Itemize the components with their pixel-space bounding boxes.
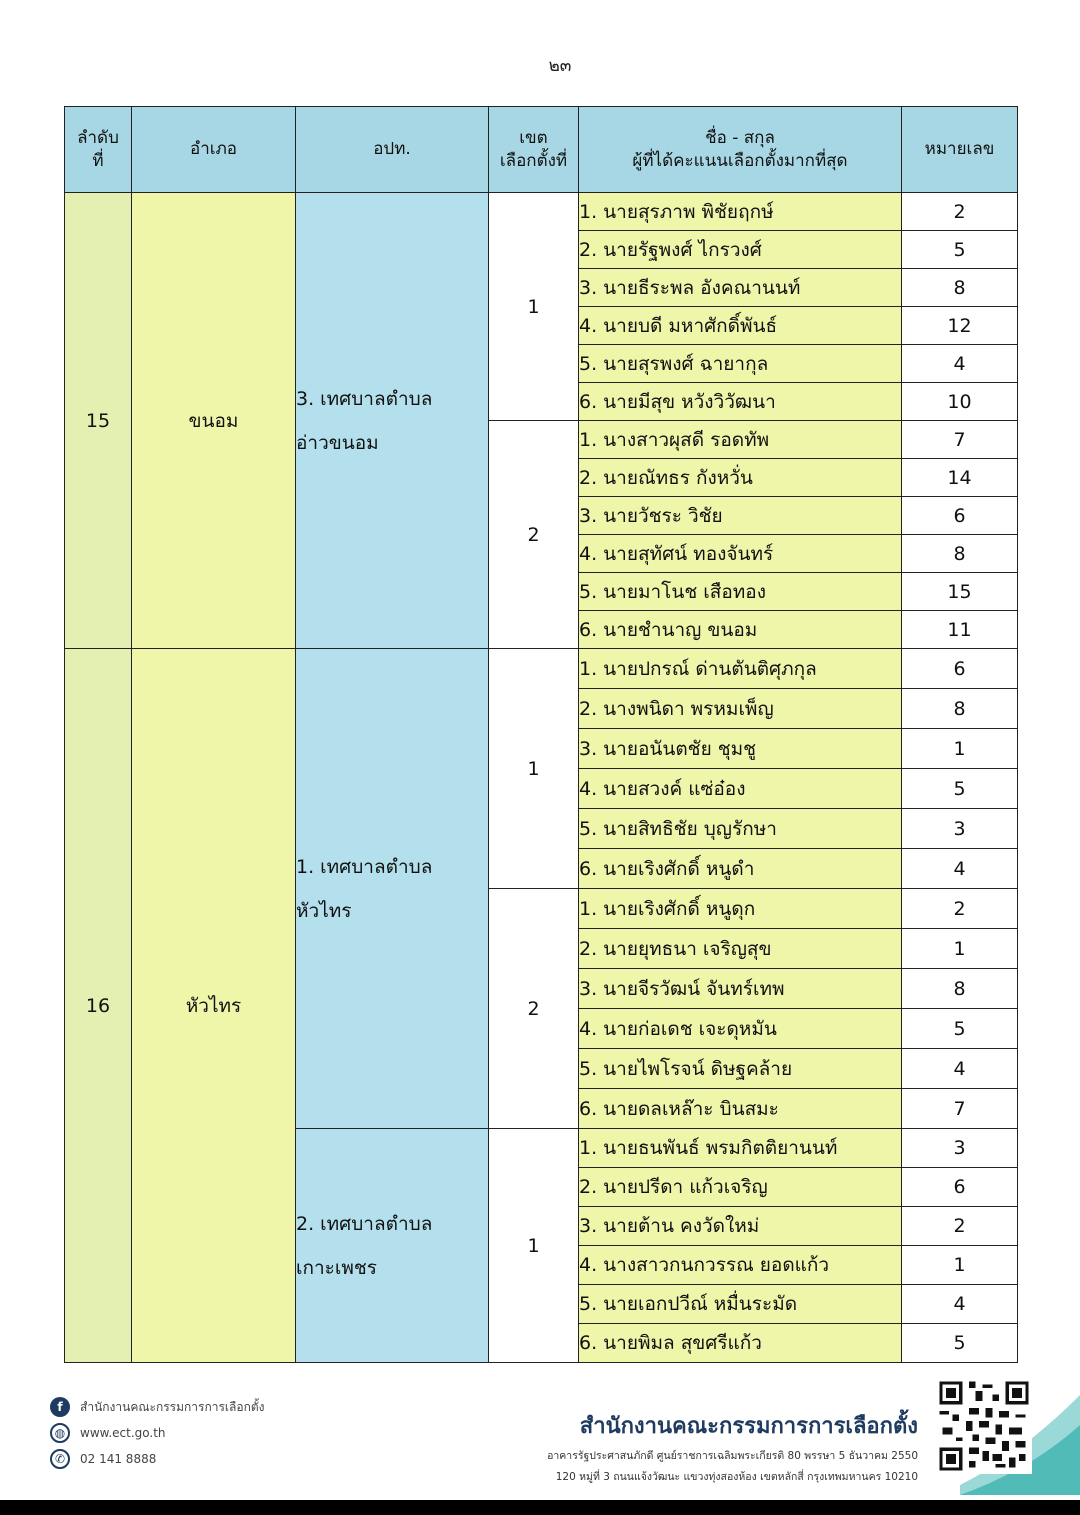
candidate-number-cell: 8 xyxy=(902,969,1018,1009)
zone-cell: 2 xyxy=(489,421,579,649)
footer-org-name: สำนักงานคณะกรรมการการเลือกตั้ง xyxy=(579,1414,918,1439)
candidate-number-cell: 12 xyxy=(902,307,1018,345)
candidate-name-cell: 2. นางพนิดา พรหมเพ็ญ xyxy=(579,689,902,729)
candidate-name-cell: 4. นายสุทัศน์ ทองจันทร์ xyxy=(579,535,902,573)
candidate-number-cell: 5 xyxy=(902,769,1018,809)
candidate-name-cell: 3. นายธีระพล อังคณานนท์ xyxy=(579,269,902,307)
globe-icon: ◍ xyxy=(50,1423,70,1443)
candidate-number-cell: 1 xyxy=(902,1246,1018,1285)
candidate-name-cell: 2. นายณัทธร กังหวั่น xyxy=(579,459,902,497)
org-cell: 3. เทศบาลตำบล อ่าวขนอม xyxy=(296,193,489,649)
header-district: อำเภอ xyxy=(132,107,296,193)
candidate-name-cell: 6. นายเริงศักดิ์ หนูดำ xyxy=(579,849,902,889)
candidate-number-cell: 7 xyxy=(902,1089,1018,1129)
candidate-name-cell: 5. นายสิทธิชัย บุญรักษา xyxy=(579,809,902,849)
candidate-number-cell: 5 xyxy=(902,1009,1018,1049)
candidate-number-cell: 4 xyxy=(902,1049,1018,1089)
candidate-name-cell: 2. นายยุทธนา เจริญสุข xyxy=(579,929,902,969)
header-name: ชื่อ - สกุล ผู้ที่ได้คะแนนเลือกตั้งมากที่สุด xyxy=(579,107,902,193)
candidate-number-cell: 11 xyxy=(902,611,1018,649)
candidate-number-cell: 3 xyxy=(902,809,1018,849)
bottom-bar xyxy=(0,1500,1080,1515)
zone-cell: 1 xyxy=(489,193,579,421)
candidate-name-cell: 4. นายก่อเดช เจะดุหมัน xyxy=(579,1009,902,1049)
candidate-name-cell: 1. นายปกรณ์ ด่านตันติศุภกุล xyxy=(579,649,902,689)
facebook-icon: f xyxy=(50,1397,70,1417)
candidate-number-cell: 2 xyxy=(902,1207,1018,1246)
zone-cell: 1 xyxy=(489,649,579,889)
candidate-name-cell: 2. นายรัฐพงศ์ ไกรวงศ์ xyxy=(579,231,902,269)
candidate-name-cell: 6. นายพิมล สุขศรีแก้ว xyxy=(579,1324,902,1363)
candidate-name-cell: 4. นางสาวกนกวรรณ ยอดแก้ว xyxy=(579,1246,902,1285)
candidate-number-cell: 1 xyxy=(902,929,1018,969)
candidate-name-cell: 4. นายบดี มหาศักดิ์พันธ์ xyxy=(579,307,902,345)
candidate-name-cell: 5. นายเอกปวีณ์ หมื่นระมัด xyxy=(579,1285,902,1324)
qr-code-icon xyxy=(936,1378,1032,1474)
candidate-number-cell: 7 xyxy=(902,421,1018,459)
org-cell: 1. เทศบาลตำบล หัวไทร xyxy=(296,649,489,1129)
header-zone: เขต เลือกตั้งที่ xyxy=(489,107,579,193)
phone-icon: ✆ xyxy=(50,1449,70,1469)
candidate-number-cell: 5 xyxy=(902,1324,1018,1363)
footer-address-2: 120 หมู่ที่ 3 ถนนแจ้งวัฒนะ แขวงทุ่งสองห้อง เขตหลักสี่ กรุงเทพมหานคร 10210 xyxy=(555,1471,918,1483)
candidate-number-cell: 6 xyxy=(902,1168,1018,1207)
district-cell: ขนอม xyxy=(132,193,296,649)
candidate-number-cell: 8 xyxy=(902,269,1018,307)
candidate-number-cell: 14 xyxy=(902,459,1018,497)
zone-cell: 2 xyxy=(489,889,579,1129)
candidate-name-cell: 3. นายวัชระ วิชัย xyxy=(579,497,902,535)
footer-address-1: อาคารรัฐประศาสนภักดี ศูนย์ราชการเฉลิมพระเกียรติ 80 พรรษา 5 ธันวาคม 2550 xyxy=(547,1450,918,1462)
order-cell: 16 xyxy=(65,649,132,1363)
candidate-name-cell: 3. นายต้าน คงวัดใหม่ xyxy=(579,1207,902,1246)
candidate-number-cell: 2 xyxy=(902,193,1018,231)
zone-cell: 1 xyxy=(489,1129,579,1363)
candidate-name-cell: 1. นายเริงศักดิ์ หนูดุก xyxy=(579,889,902,929)
order-cell: 15 xyxy=(65,193,132,649)
footer-contacts xyxy=(50,1394,264,1472)
candidate-name-cell: 6. นายมีสุข หวังวิวัฒนา xyxy=(579,383,902,421)
candidate-name-cell: 3. นายจีรวัฒน์ จันทร์เทพ xyxy=(579,969,902,1009)
candidate-name-cell: 6. นายชำนาญ ขนอม xyxy=(579,611,902,649)
candidate-number-cell: 1 xyxy=(902,729,1018,769)
candidate-number-cell: 4 xyxy=(902,1285,1018,1324)
candidate-name-cell: 1. นายธนพันธ์ พรมกิตติยานนท์ xyxy=(579,1129,902,1168)
candidate-number-cell: 6 xyxy=(902,649,1018,689)
org-cell: 2. เทศบาลตำบล เกาะเพชร xyxy=(296,1129,489,1363)
header-order: ลำดับ ที่ xyxy=(65,107,132,193)
candidate-name-cell: 3. นายอนันตชัย ชุมชู xyxy=(579,729,902,769)
election-results-table xyxy=(64,106,1018,1363)
candidate-name-cell: 5. นายมาโนช เสือทอง xyxy=(579,573,902,611)
candidate-number-cell: 6 xyxy=(902,497,1018,535)
candidate-name-cell: 1. นางสาวผุสดี รอดทัพ xyxy=(579,421,902,459)
candidate-number-cell: 4 xyxy=(902,345,1018,383)
footer-facebook[interactable]: f สำนักงานคณะกรรมการการเลือกตั้ง xyxy=(50,1394,264,1420)
table-row xyxy=(65,193,1018,231)
candidate-name-cell: 4. นายสวงค์ แซ่อ๋อง xyxy=(579,769,902,809)
candidate-number-cell: 8 xyxy=(902,689,1018,729)
header-number: หมายเลข xyxy=(902,107,1018,193)
candidate-name-cell: 5. นายไพโรจน์ ดิษฐคล้าย xyxy=(579,1049,902,1089)
candidate-number-cell: 5 xyxy=(902,231,1018,269)
candidate-name-cell: 6. นายดลเหล๊าะ บินสมะ xyxy=(579,1089,902,1129)
page-number: ๒๓ xyxy=(548,56,572,76)
candidate-name-cell: 5. นายสุรพงศ์ ฉายากุล xyxy=(579,345,902,383)
candidate-name-cell: 1. นายสุรภาพ พิชัยฤกษ์ xyxy=(579,193,902,231)
candidate-number-cell: 3 xyxy=(902,1129,1018,1168)
table-row xyxy=(65,649,1018,689)
district-cell: หัวไทร xyxy=(132,649,296,1363)
candidate-name-cell: 2. นายปรีดา แก้วเจริญ xyxy=(579,1168,902,1207)
header-org: อปท. xyxy=(296,107,489,193)
table-header-row xyxy=(65,107,1018,193)
footer-phone[interactable]: ✆ 02 141 8888 xyxy=(50,1446,264,1472)
candidate-number-cell: 4 xyxy=(902,849,1018,889)
candidate-number-cell: 8 xyxy=(902,535,1018,573)
footer-website[interactable]: ◍ www.ect.go.th xyxy=(50,1420,264,1446)
candidate-number-cell: 10 xyxy=(902,383,1018,421)
candidate-number-cell: 2 xyxy=(902,889,1018,929)
footer-org-block xyxy=(547,1408,918,1485)
candidate-number-cell: 15 xyxy=(902,573,1018,611)
